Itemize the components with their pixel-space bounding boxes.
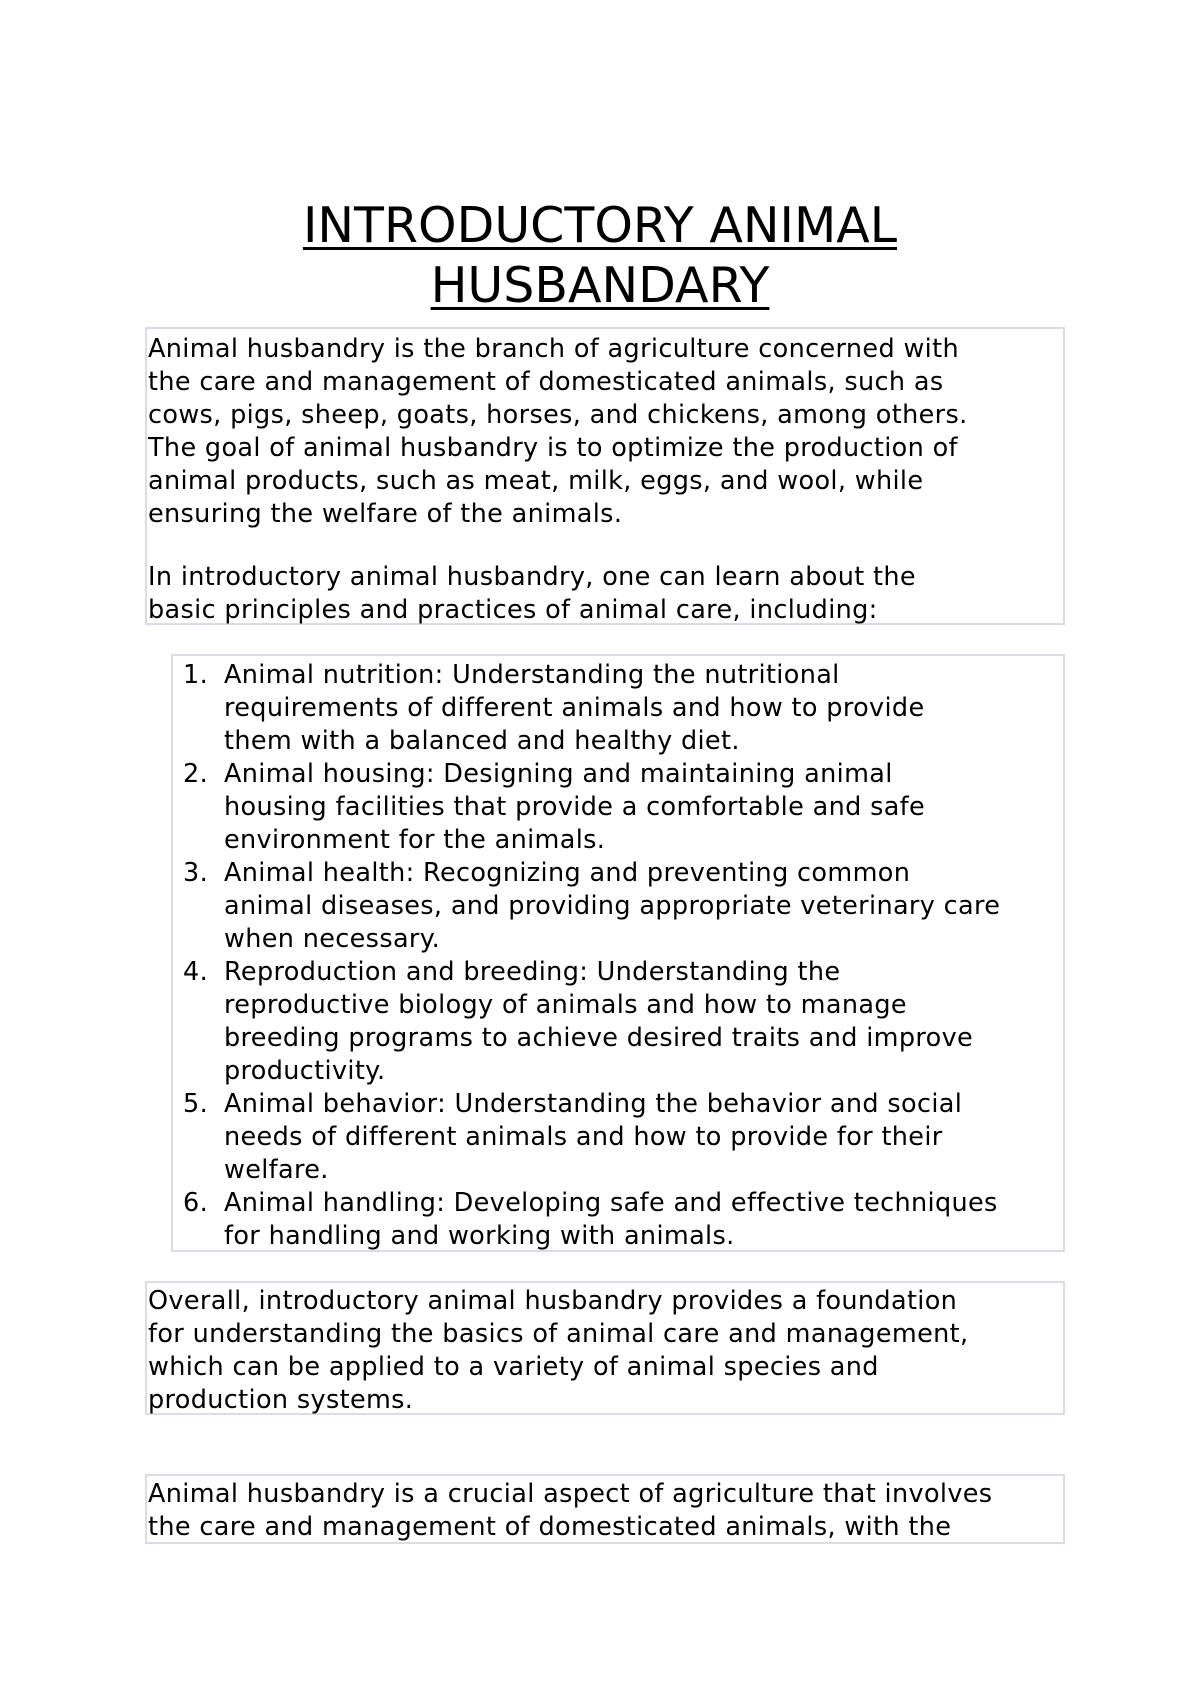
title-line-2: HUSBANDARY <box>430 257 770 314</box>
list-line: Animal housing: Designing and maintaining animal <box>224 759 893 789</box>
closing-text-box <box>145 1474 1065 1544</box>
list-number: 5. <box>183 1089 209 1119</box>
list-item <box>183 857 1063 956</box>
intro-line: cows, pigs, sheep, goats, horses, and chickens, among others. <box>148 400 968 430</box>
summary-line: which can be applied to a variety of animal species and <box>148 1352 879 1382</box>
list-line: for handling and working with animals. <box>224 1221 735 1251</box>
list-line: housing facilities that provide a comfortable and safe <box>224 792 926 822</box>
list-number: 4. <box>183 957 209 987</box>
intro-line: animal products, such as meat, milk, eggs, and wool, while <box>148 466 924 496</box>
intro-line: the care and management of domesticated animals, such as <box>148 367 944 397</box>
intro-line: The goal of animal husbandry is to optimize the production of <box>148 433 958 463</box>
list-item <box>183 758 1063 857</box>
intro-line: In introductory animal husbandry, one can learn about the <box>148 562 916 592</box>
summary-line: Overall, introductory animal husbandry provides a foundation <box>148 1286 958 1316</box>
list-number: 1. <box>183 660 209 690</box>
list-line: Animal behavior: Understanding the behavior and social <box>224 1089 963 1119</box>
intro-line: ensuring the welfare of the animals. <box>148 499 623 529</box>
list-item <box>183 1187 1063 1253</box>
summary-line: production systems. <box>148 1385 414 1415</box>
list-number: 2. <box>183 759 209 789</box>
list-line: Animal nutrition: Understanding the nutritional <box>224 660 840 690</box>
summary-line: for understanding the basics of animal care and management, <box>148 1319 969 1349</box>
list-number: 6. <box>183 1188 209 1218</box>
list-line: them with a balanced and healthy diet. <box>224 726 740 756</box>
list-line: animal diseases, and providing appropriate veterinary care <box>224 891 1001 921</box>
summary-text-box <box>145 1281 1065 1415</box>
list-item <box>183 956 1063 1088</box>
list-line: Animal health: Recognizing and preventing common <box>224 858 911 888</box>
intro-text-box <box>145 327 1065 625</box>
closing-line: the care and management of domesticated animals, with the <box>148 1512 952 1542</box>
list-number: 3. <box>183 858 209 888</box>
list-line: Animal handling: Developing safe and effective techniques <box>224 1188 998 1218</box>
intro-line: Animal husbandry is the branch of agriculture concerned with <box>148 334 959 364</box>
list-line: productivity. <box>224 1056 386 1086</box>
list-item <box>183 1088 1063 1187</box>
list-line: Reproduction and breeding: Understanding the <box>224 957 841 987</box>
document-title <box>0 196 1200 316</box>
list-line: welfare. <box>224 1155 329 1185</box>
intro-line: basic principles and practices of animal care, including: <box>148 595 878 625</box>
list-line: environment for the animals. <box>224 825 606 855</box>
list-line: breeding programs to achieve desired traits and improve <box>224 1023 974 1053</box>
list-line: needs of different animals and how to provide for their <box>224 1122 943 1152</box>
title-line-1: INTRODUCTORY ANIMAL <box>302 197 898 254</box>
list-item <box>183 659 1063 758</box>
list-line: reproductive biology of animals and how to manage <box>224 990 907 1020</box>
list-line: when necessary. <box>224 924 441 954</box>
topics-list <box>171 654 1065 1252</box>
list-line: requirements of different animals and how to provide <box>224 693 925 723</box>
closing-line: Animal husbandry is a crucial aspect of agriculture that involves <box>148 1479 993 1509</box>
